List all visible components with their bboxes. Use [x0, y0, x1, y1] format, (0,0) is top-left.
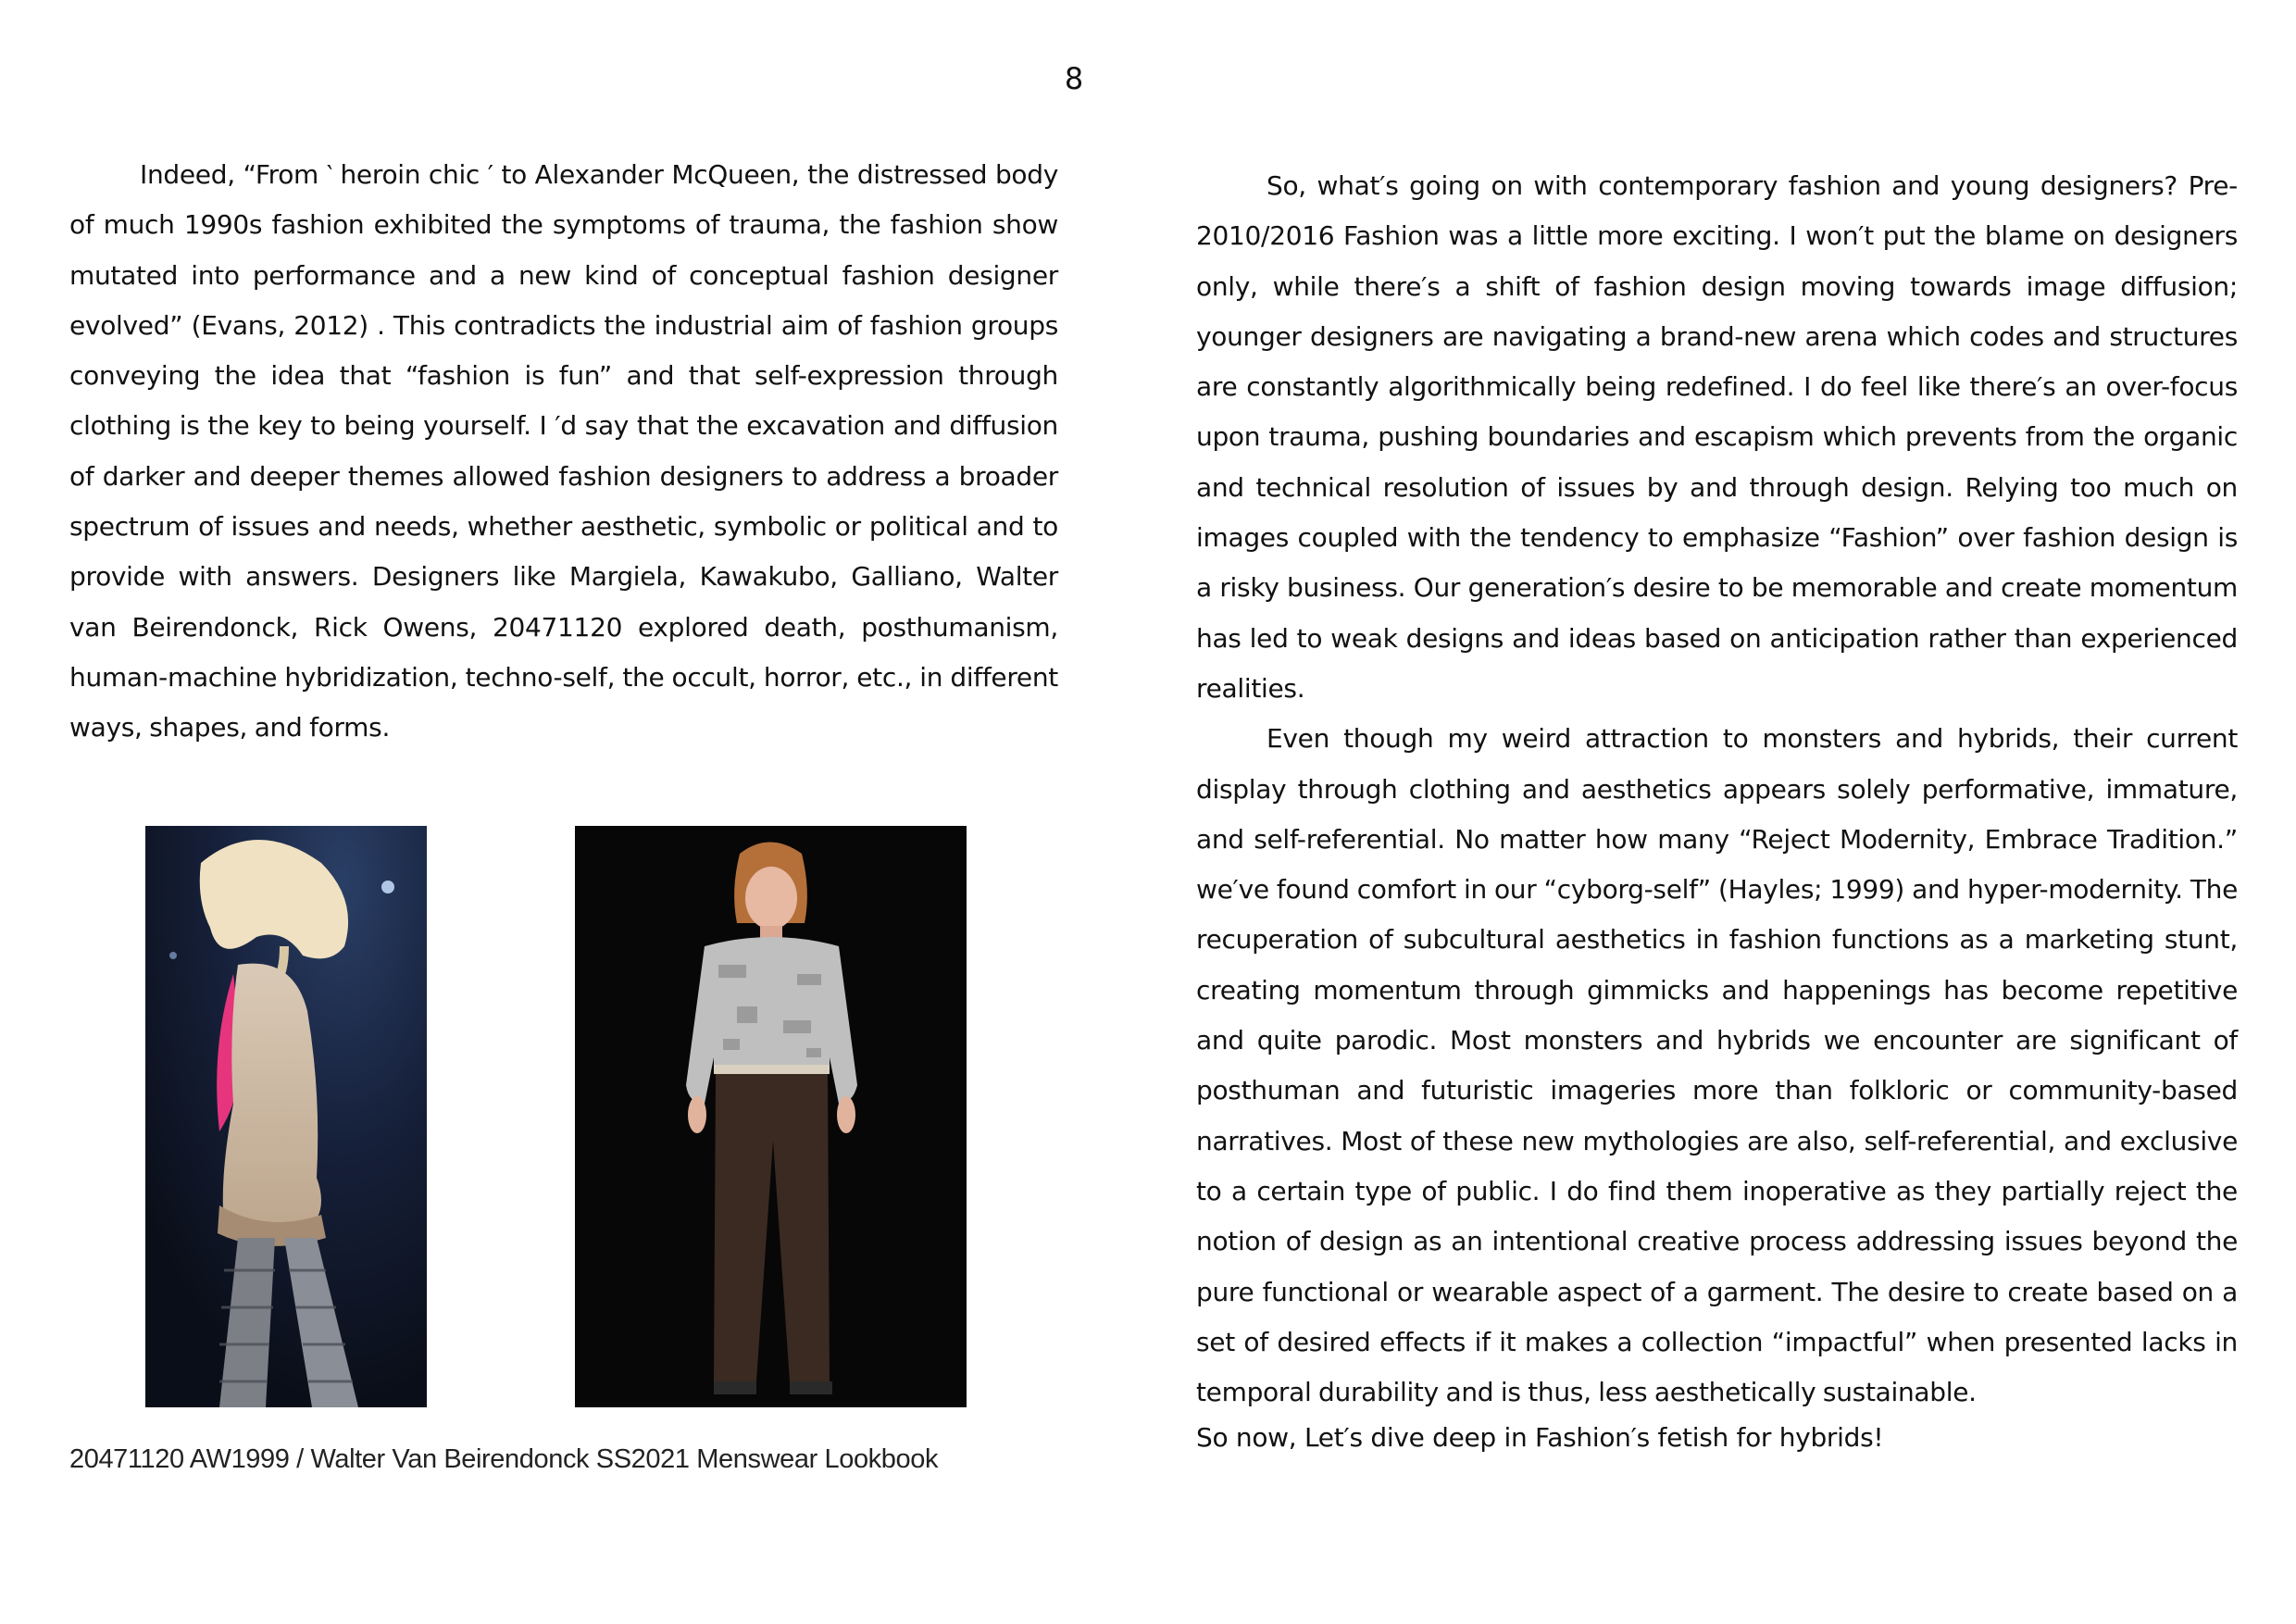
left-paragraph: Indeed, “From ‵ heroin chic ′ to Alexander McQueen, the distressed body of much 1990s fashion exhibited the symptoms of trauma, the fashion show mutated into performance and a new kind of conceptual fashion designer evolved” (Evans, 2012) . This contradicts the industrial aim of fashion groups conveying the idea that “fashion is fun” and that self-expression through clothing is the key to being yourself. I ′d say that the excavation and diffusion of darker and deeper themes allowed fashion designers to address a broader spectrum of issues and needs, whether aesthetic, symbolic or political and to provide with answers. Designers like Margiela, Kawakubo, Galliano, Walter van Beirendonck, Rick Owens, 20471120 explored death, posthumanism, human-machine hybridization, techno-self, the occult, horror, etc., in different ways, shapes, and forms. — [69, 159, 1058, 743]
right-column — [1196, 161, 2238, 1418]
runway-photo-icon — [145, 826, 427, 1407]
closing-line: So now, Let′s dive deep in Fashion′s fetish for hybrids! — [1196, 1422, 1884, 1453]
left-column — [69, 150, 1058, 754]
right-paragraph-1: So, what′s going on with contemporary fashion and young designers? Pre-2010/2016 Fashion was a little more exciting. I won′t put the blame on designers only, while there′s a shift of fashion design moving towards image diffusion; younger designers are navigating a brand-new arena which codes and structures are constantly algorithmically being redefined. I do feel like there′s an over-focus upon trauma, pushing boundaries and escapism which prevents from the organic and technical resolution of issues by and through design. Relying too much on images coupled with the tendency to emphasize “Fashion” over fashion design is a risky business. Our generation′s desire to be memorable and create momentum has led to weak designs and ideas based on anticipation rather than experienced realities. — [1196, 170, 2238, 704]
figure-caption: 20471120 AW1999 / Walter Van Beirendonck SS2021 Menswear Lookbook — [69, 1444, 939, 1474]
lookbook-photo-icon — [575, 826, 967, 1407]
page-number: 8 — [1064, 61, 1084, 96]
right-paragraph-2: Even though my weird attraction to monsters and hybrids, their current display through clothing and aesthetics appears solely performative, immature, and self-referential. No matter how many “Reject Modernity, Embrace Tradition.” we′ve found comfort in our “cyborg-self” (Hayles; 1999) and hyper-modernity. The recuperation of subcultural aesthetics in fashion functions as a marketing stunt, creating momentum through gimmicks and happenings has become repetitive and quite parodic. Most monsters and hybrids we encounter are significant of posthuman and futuristic imageries more than folkloric or community-based narratives. Most of these new mythologies are also, self-referential, and exclusive to a certain type of public. I do find them inoperative as they partially reject the notion of design as an intentional creative process addressing issues beyond the pure functional or wearable aspect of a garment. The desire to create based on a set of desired effects if it makes a collection “impactful” when presented lacks in temporal durability and is thus, less aesthetically sustainable. — [1196, 723, 2238, 1408]
